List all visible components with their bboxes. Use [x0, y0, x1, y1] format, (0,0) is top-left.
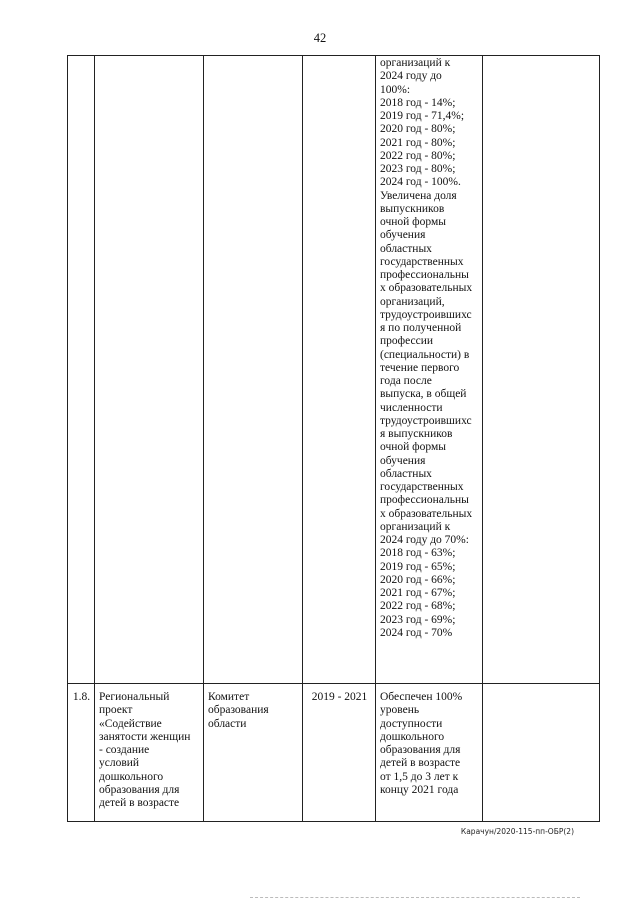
table-row-continued: [68, 56, 600, 684]
text-line: обучения: [380, 454, 426, 467]
text-line: года после: [380, 375, 432, 387]
text-line: обучения: [380, 229, 426, 242]
text-line: (специальности) в: [380, 348, 470, 361]
text-line: 2021 год - 80%;: [380, 136, 456, 149]
text-line: «Содействие: [99, 717, 162, 730]
text-line: очной формы: [380, 216, 446, 228]
text-line: трудоустроившихс: [380, 414, 472, 427]
text-line: профессиональны: [380, 269, 469, 281]
text-line: профессиональны: [380, 494, 469, 507]
table-row-1-8: [68, 684, 600, 822]
text-line: 2023 год - 69%;: [380, 613, 456, 626]
text-line: Региональный: [99, 691, 170, 703]
text-line: образования: [208, 704, 269, 717]
text-line: 2022 год - 80%;: [380, 149, 456, 162]
text-line: занятости женщин: [99, 730, 191, 743]
cell-executor: [204, 684, 303, 822]
text-line: 2022 год - 68%;: [380, 600, 456, 613]
text-line: 2019 год - 65%;: [380, 560, 456, 573]
text-line: 100%:: [380, 83, 411, 96]
text-line: 2021 год - 67%;: [380, 587, 456, 599]
cell-name-empty: [95, 56, 204, 684]
text-line: областных: [380, 467, 432, 480]
text-line: образования для: [99, 783, 180, 796]
cell-result: [376, 684, 483, 822]
text-line: государственных: [380, 481, 464, 493]
scan-edge-line: [250, 897, 580, 898]
text-line: государственных: [380, 255, 464, 268]
text-line: 2024 году до 70%:: [380, 534, 469, 546]
text-line: от 1,5 до 3 лет к: [380, 770, 459, 783]
cell-period-empty: [303, 56, 376, 684]
text-line: 2018 год - 14%;: [380, 96, 456, 109]
text-line: детей в возрасте: [380, 757, 461, 770]
text-line: области: [208, 717, 247, 730]
row-number: 1.8.: [68, 684, 95, 822]
cell-notes-empty: [483, 684, 600, 822]
text-line: 2020 год - 80%;: [380, 123, 456, 136]
text-line: 2024 год - 70%: [380, 626, 453, 639]
program-table: [67, 55, 600, 822]
text-line: условий: [99, 757, 140, 770]
text-line: трудоустроившихс: [380, 308, 472, 321]
text-line: организаций,: [380, 295, 445, 308]
text-line: доступности: [380, 717, 443, 730]
text-line: дошкольного: [99, 770, 164, 783]
cell-executor-empty: [204, 56, 303, 684]
text-line: х образовательных: [380, 507, 473, 520]
text-line: я по полученной: [380, 322, 462, 334]
text-line: 2018 год - 63%;: [380, 547, 456, 560]
text-line: организаций к: [380, 57, 451, 69]
text-line: 2024 году до: [380, 70, 442, 83]
cell-result-continued: [376, 56, 483, 684]
text-line: выпуска, в общей: [380, 388, 467, 401]
text-line: профессии: [380, 335, 434, 348]
text-line: образования для: [380, 744, 461, 756]
text-line: очной формы: [380, 441, 446, 454]
text-line: областных: [380, 242, 432, 255]
page-number: 42: [313, 31, 327, 45]
text-line: Обеспечен 100%: [380, 691, 463, 703]
text-line: организаций к: [380, 520, 451, 533]
text-line: х образовательных: [380, 282, 473, 295]
text-line: детей в возрасте: [99, 797, 180, 809]
text-line: уровень: [380, 704, 420, 717]
text-line: Увеличена доля: [380, 189, 457, 202]
text-line: концу 2021 года: [380, 783, 459, 796]
text-line: численности: [380, 401, 443, 414]
text-line: 2023 год - 80%;: [380, 163, 456, 175]
cell-project-name: [95, 684, 204, 822]
text-line: 2024 год - 100%.: [380, 176, 461, 189]
cell-period: 2019 - 2021: [303, 684, 376, 822]
text-line: дошкольного: [380, 730, 445, 743]
document-code: Карачун/2020-115-пп-ОБР(2): [460, 827, 574, 836]
cell-number-empty: [68, 56, 95, 684]
cell-notes-empty: [483, 56, 600, 684]
text-line: течение первого: [380, 361, 460, 374]
text-line: 2019 год - 71,4%;: [380, 110, 465, 122]
text-line: проект: [99, 704, 133, 717]
text-line: Комитет: [208, 691, 250, 703]
text-line: - создание: [99, 744, 150, 756]
text-line: я выпускников: [380, 428, 453, 440]
text-line: 2020 год - 66%;: [380, 573, 456, 586]
text-line: выпускников: [380, 202, 445, 215]
